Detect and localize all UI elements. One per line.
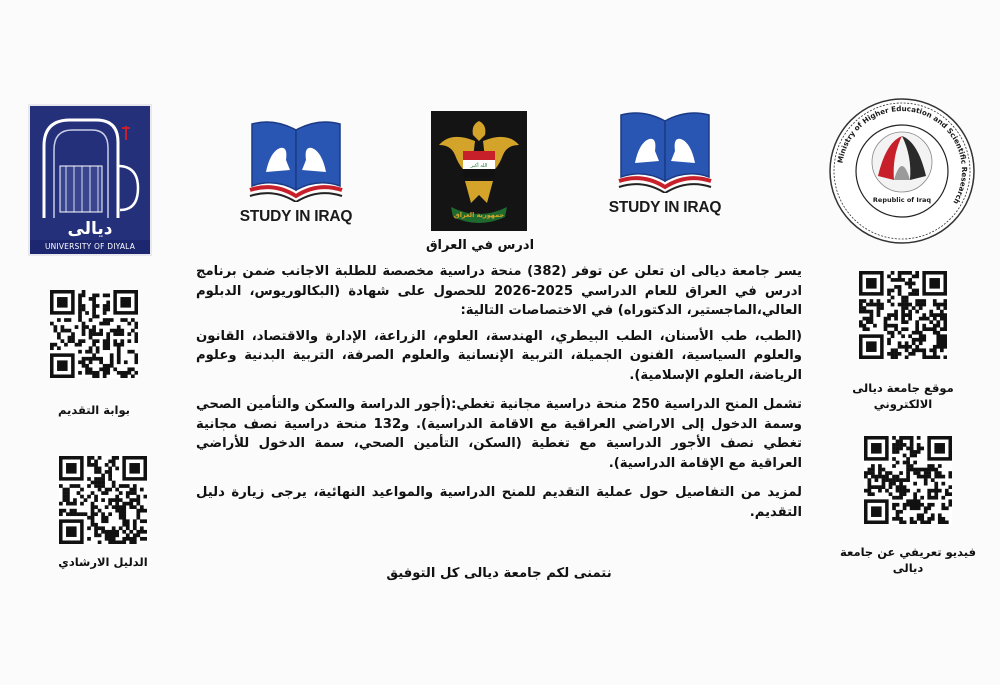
qr-application-portal[interactable]: [50, 290, 138, 382]
qr-website-label: موقع جامعة ديالى الالكتروني: [852, 381, 954, 411]
study-in-iraq-caption: ادرس في العراق: [425, 238, 535, 253]
study-in-iraq-logo-right: [600, 107, 730, 217]
study-in-iraq-label: STUDY IN IRAQ: [608, 199, 722, 216]
qr-code-icon[interactable]: [859, 271, 947, 359]
diyala-arabic-name: ديالى: [67, 219, 113, 239]
qr-guide-label: الدليل الارشادي: [58, 555, 148, 569]
qr-code-icon[interactable]: [864, 436, 952, 524]
iraq-coat-of-arms: [431, 111, 527, 231]
announcement-body: [196, 262, 802, 532]
qr-code-icon[interactable]: [50, 290, 138, 378]
ministry-of-higher-education-logo: [828, 96, 976, 246]
emblem-caption: جمهورية العراق: [453, 211, 505, 219]
closing-wish: نتمنى لكم جامعة ديالى كل التوفيق: [386, 566, 612, 581]
university-of-diyala-logo: [28, 104, 152, 256]
qr-website[interactable]: [859, 271, 947, 363]
study-in-iraq-label: STUDY IN IRAQ: [239, 208, 353, 225]
scholarship-coverage-paragraph: تشمل المنح الدراسية 250 منحة دراسية مجانية تغطي:(أجور الدراسة والسكن والتأمين الصحي وسمة الدخول إلى الاراضي العراقية مع الاقامة الدراسية). و132 منحة دراسية نصف مجانية تغطي نصف الأجور الدراسية مع تغطية (السكن، التأمين الصحي، سمة الدخول للأراضي العراقية مع الإقامة الدراسية).: [196, 397, 802, 471]
ministry-seal-icon: [828, 96, 976, 246]
open-book-icon: [246, 116, 346, 202]
intro-paragraph: يسر جامعة ديالى ان تعلن عن توفر (382) منحة دراسية مخصصة للطلبة الاجانب ضمن برنامج ادرس في العراق للعام الدراسي 2025-2026 للحصول على شهادة (البكالوريوس، الدبلوم العالي،الماجستير، الدكتوراه) في الاختصاصات التالية:: [196, 264, 802, 318]
diyala-english-caption: UNIVERSITY OF DIYALA: [30, 240, 150, 254]
specializations-paragraph: (الطب، طب الأسنان، الطب البيطري، الهندسة، العلوم، الزراعة، الإدارة والاقتصاد، القانون والعلوم السياسية، الفنون الجميلة، التربية الإنسانية والعلوم الصرفة، التربية البدنية وعلوم الرياضة، العلوم الإسلامية).: [196, 328, 802, 383]
open-book-icon: [615, 107, 715, 193]
qr-video[interactable]: [864, 436, 952, 528]
ministry-ring-text: Ministry of Higher Education and Scientific Research: [835, 103, 970, 206]
study-in-iraq-logo-left: [231, 116, 361, 226]
emblem-flag-text: الله أكبر: [470, 163, 488, 169]
more-details-paragraph: لمزيد من التفاصيل حول عملية التقديم للمنح الدراسية والمواعيد النهائية، يرجى زيارة دليل التقديم.: [196, 485, 802, 520]
eagle-emblem-icon: [431, 111, 527, 231]
qr-code-icon[interactable]: [59, 456, 147, 544]
qr-guide[interactable]: [59, 456, 147, 548]
ministry-center-text: Republic of Iraq: [872, 196, 932, 204]
qr-application-portal-label: بوابة التقديم: [58, 403, 130, 417]
diyala-emblem-graphic: [30, 106, 150, 222]
qr-video-label: فيديو تعريفي عن جامعة ديالى: [840, 545, 976, 575]
